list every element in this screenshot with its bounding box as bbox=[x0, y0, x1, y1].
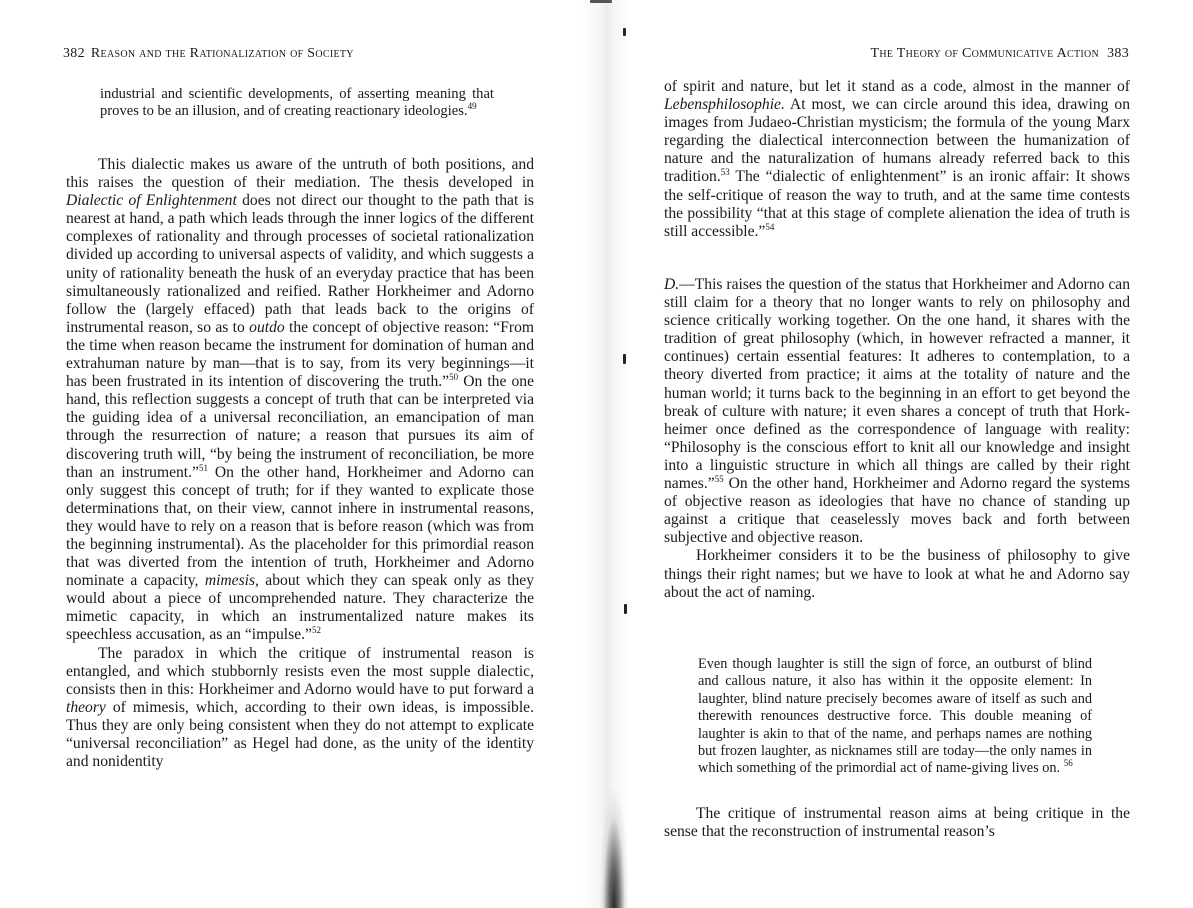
footnote-marker: 49 bbox=[467, 101, 477, 112]
footnote-marker: 54 bbox=[765, 221, 775, 232]
right-running-title: The Theory of Communicative Action bbox=[870, 46, 1100, 61]
footnote-marker: 52 bbox=[311, 625, 321, 636]
paragraph-paradox: The paradox in which the critique of instrumental reason is entangled, and which stubbornly resists even the most supple dialectic, consists then in this: Horkheimer and Adorno would have to put forward a theory of mimesis, which, according to their own ideas, is impossible. Thus they are only being consistent when they do not attempt to explicate “universal reconciliation” as Hegel had done, as the unity of the identity and nonidentity bbox=[66, 644, 534, 771]
left-body-text bbox=[66, 156, 534, 771]
right-page-number: 383 bbox=[1107, 46, 1129, 61]
block-quotation: Even though laughter is still the sign of force, an outburst of blind and callous nature, it also has within it the opposite element: In laughter, blind nature precisely becomes aware of itself as such and therewith renounces destructive force. This double meaning of laughter is akin to that of the name, and perhaps names are nothing but frozen laughter, as nicknames still are today—the only names in which something of the primordial act of name-giving lives on. $^{56}$ bbox=[698, 656, 1092, 777]
left-page-number: 382 bbox=[63, 46, 85, 61]
continued-text: industrial and scientific developments, of asserting meaning that proves to be an illusion, and of creating reactionary ideologies. bbox=[100, 86, 494, 120]
left-running-head bbox=[63, 46, 354, 62]
final-paragraph: The critique of instrumental reason aims at being critique in the sense that the reconstruction of instrumental reason’s bbox=[664, 805, 1130, 841]
paragraph-naming: Horkheimer considers it to be the business of philosophy to give things their right names; but we have to look at what he and Adorno say about the act of naming. bbox=[664, 547, 1130, 601]
left-running-title: Reason and the Rationalization of Society bbox=[90, 46, 354, 61]
footnote-marker: 51 bbox=[198, 462, 208, 473]
footnote-marker: 50 bbox=[449, 371, 459, 382]
continued-paragraph bbox=[100, 86, 494, 120]
right-continued-paragraph: of spirit and nature, but let it stand as a code, almost in the manner of Lebensphilosophie. At most, we can circle around this idea, drawing on images from Judaeo-Christian mysticism; the formula of the young Marx regarding the dialectical interconnection between the humanization of nature and the naturalization of humans already referred back to this tradition.$^{53}$ The “dialectic of enlightenment” is an ironic affair: It shows the self-critique of reason the way to truth, and at the same time contests the possibility “that at this stage of complete alienation the idea of truth is still accessible.”$^{54}$ bbox=[664, 78, 1130, 240]
paragraph-section-d: D.—This raises the question of the status that Horkheimer and Adorno can still claim for a theory that no longer wants to rely on philosophy and science critically working together. On the one hand, it shares with the tradition of great philosophy (which, in however refracted a manner, it continues) certain essential features: It adheres to contemplation, to a theory diverted from practice; it aims at the totality of nature and the human world; it turns back to the beginning in an effort to get beyond the break of culture with nature; it even shares a concept of truth that Horkheimer once defined as the correspondence of language with reality: “Philosophy is the conscious effort to knit all our knowledge and insight into a linguistic structure in which all things are called by their right names.”$^{55}$ On the other hand, Horkheimer and Adorno regard the systems of objective reason as ideologies that have no chance of standing up against a critique that ceaselessly moves back and forth between subjective and objective reason. bbox=[664, 276, 1130, 547]
footnote-marker: 56 bbox=[1063, 758, 1073, 769]
section-label: D. bbox=[664, 276, 680, 293]
section-d-text bbox=[664, 276, 1130, 602]
paragraph-dialectic: This dialectic makes us aware of the untruth of both positions, and this raises the question of their mediation. The thesis developed in Dialectic of Enlightenment does not direct our thought to the path that is nearest at hand, a path which leads through the inner logics of the different complexes of rationality and through processes of societal rationalization divided up according to universal aspects of validity, and which suggests a unity of rationality beneath the husk of an everyday practice that has been simultaneously rationalized and reified. Rather Horkheimer and Adorno follow the (largely effaced) path that leads back to the origins of instrumental reason, so as to outdo the concept of objective reason: “From the time when reason became the instrument for domination of human and extrahuman nature by man—that is to say, from its very beginnings—it has been frustrated in its intention of discovering the truth.”$^{50}$ On the one hand, this reflection suggests a concept of truth that can be interpreted via the guiding idea of a universal reconciliation, an emancipation of man through the resurrection of nature; a reason that pursues its aim of discovering truth will, “by being the instrument of reconciliation, be more than an instrument.”$^{51}$ On the other hand, Horkheimer and Adorno can only suggest this concept of truth; for if they wanted to explicate those determinations that, on their view, cannot inhere in instrumental reasons, they would have to rely on a reason that is before reason (which was from the beginning instrumental). As the placeholder for this primordial reason that was diverted from the intention of truth, Horkheimer and Adorno nominate a capacity, mimesis, about which they can speak only as they would about a piece of uncomprehended nature. They characterize the mimetic capacity, in which an instrumentalized nature makes its speechless accusation, as an “impulse.”$^{52}$ bbox=[66, 156, 535, 644]
footnote-marker: 53 bbox=[720, 167, 730, 178]
right-running-head bbox=[870, 46, 1129, 62]
footnote-marker: 55 bbox=[714, 473, 724, 484]
